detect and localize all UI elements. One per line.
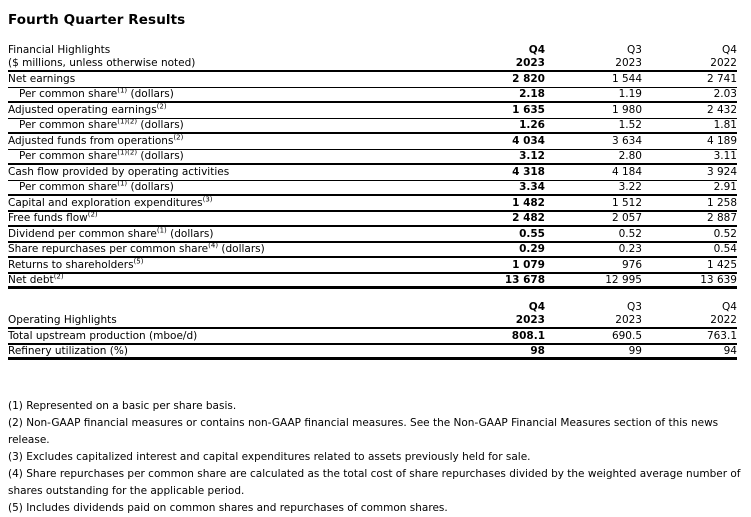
row-label xyxy=(8,330,450,342)
table-row-dividend-per-common-share xyxy=(8,227,737,243)
value-q4-2023: 1.26 xyxy=(519,119,545,132)
table-row-refinery-utilization xyxy=(8,345,737,361)
financial-table-header xyxy=(8,44,737,72)
row-label-text: Adjusted operating earnings xyxy=(8,104,157,117)
value-q4-2022: 1.81 xyxy=(713,119,737,132)
row-label-text: Capital and exploration expenditures xyxy=(8,196,203,209)
value-q4-2023: 3.12 xyxy=(519,150,545,163)
row-label-suffix: (dollars) xyxy=(127,181,174,194)
financial-header-label-line2: ($ millions, unless otherwise noted) xyxy=(8,56,196,69)
column-period: Q3 xyxy=(627,44,642,56)
value-q4-2022: 13 639 xyxy=(700,273,737,286)
value-q3-2023: 976 xyxy=(621,258,642,271)
table-row-adjusted-operating-earnings xyxy=(8,103,737,119)
value-q4-2022: 3.11 xyxy=(713,150,737,163)
value-q3-2023: 690.5 xyxy=(611,329,642,342)
value-q4-2022: 0.54 xyxy=(713,243,737,256)
row-label xyxy=(8,259,450,271)
footnote-ref: (1) xyxy=(117,179,128,188)
footnote-ref: (1)(2) xyxy=(117,148,138,157)
row-label xyxy=(8,243,450,255)
footnote-ref: (4) xyxy=(208,241,219,250)
table-row-share-repurchases-per-common-share xyxy=(8,243,737,259)
row-label xyxy=(8,150,450,162)
column-period: Q3 xyxy=(627,301,642,313)
column-year: 2023 xyxy=(515,313,545,326)
operating-header-label-text: Operating Highlights xyxy=(8,313,117,326)
footnote-ref: (1) xyxy=(156,226,167,235)
row-label-suffix: (dollars) xyxy=(127,88,174,101)
page-title: Fourth Quarter Results xyxy=(8,12,186,28)
value-q4-2023: 4 318 xyxy=(512,166,545,179)
table-row-per-common-share xyxy=(8,119,737,135)
row-label-text: Net debt xyxy=(8,273,54,286)
value-q4-2022: 763.1 xyxy=(706,329,737,342)
column-year: 2023 xyxy=(515,56,545,69)
row-label-text: Per common share xyxy=(19,150,118,163)
value-q4-2022: 4 189 xyxy=(706,135,737,148)
row-label xyxy=(8,119,450,131)
row-label-suffix: (dollars) xyxy=(166,227,214,240)
row-label xyxy=(8,104,450,116)
table-row-per-common-share xyxy=(8,150,737,166)
row-label-text: Cash flow provided by operating activities xyxy=(8,166,230,179)
row-label xyxy=(8,345,450,357)
value-q4-2023: 0.29 xyxy=(519,243,545,256)
row-label xyxy=(8,73,450,85)
value-q4-2023: 2.18 xyxy=(519,88,545,101)
value-q3-2023: 4 184 xyxy=(611,166,642,179)
footnote-4: (4) Share repurchases per common share are calculated as the total cost of share repurchases divided by the weighted average number of shares outstanding for the applicable period. xyxy=(8,468,741,497)
footnote-ref: (1) xyxy=(117,86,128,95)
row-label-text: Dividend per common share xyxy=(8,227,157,240)
column-year: 2023 xyxy=(615,313,642,326)
table-row-capital-exploration-expenditures xyxy=(8,196,737,212)
column-period: Q4 xyxy=(722,301,737,313)
row-label-suffix: (dollars) xyxy=(137,119,184,132)
financial-header-label-line1: Financial Highlights xyxy=(8,44,111,56)
value-q4-2023: 13 678 xyxy=(504,273,545,286)
value-q3-2023: 1 544 xyxy=(611,73,642,86)
footnote-ref: (1)(2) xyxy=(117,117,138,126)
table-row-free-funds-flow xyxy=(8,212,737,228)
footnote-ref: (5) xyxy=(133,257,144,266)
column-header-q4-2023 xyxy=(450,44,545,69)
value-q4-2023: 808.1 xyxy=(511,329,545,342)
row-label-text: Free funds flow xyxy=(8,212,88,225)
value-q4-2023: 1 079 xyxy=(512,258,545,271)
value-q4-2023: 4 034 xyxy=(512,135,545,148)
column-header-q4-2022 xyxy=(642,44,737,69)
value-q4-2023: 1 635 xyxy=(512,104,545,117)
value-q3-2023: 0.23 xyxy=(618,243,642,256)
footnote-ref: (3) xyxy=(202,195,213,204)
row-label-text: Refinery utilization (%) xyxy=(8,344,128,357)
column-period: Q4 xyxy=(528,301,545,313)
footnote-1: (1) Represented on a basic per share basis. xyxy=(8,400,237,412)
row-label-text: Per common share xyxy=(19,181,118,194)
value-q4-2022: 2.03 xyxy=(713,88,737,101)
column-period: Q4 xyxy=(528,44,545,56)
column-header-q4-2023 xyxy=(450,301,545,326)
footnotes xyxy=(8,398,747,517)
value-q4-2023: 2 482 xyxy=(512,212,545,225)
table-row-returns-to-shareholders xyxy=(8,258,737,274)
value-q3-2023: 0.52 xyxy=(618,227,642,240)
value-q3-2023: 1 512 xyxy=(611,196,642,209)
table-row-net-debt xyxy=(8,274,737,290)
row-label xyxy=(8,274,450,286)
value-q4-2023: 98 xyxy=(530,344,545,357)
value-q4-2023: 0.55 xyxy=(519,227,545,240)
footnote-5: (5) Includes dividends paid on common shares and repurchases of common shares. xyxy=(8,502,448,514)
column-year: 2023 xyxy=(615,56,642,69)
value-q4-2022: 1 258 xyxy=(706,196,737,209)
row-label-text: Per common share xyxy=(19,119,118,132)
footnote-2: (2) Non-GAAP financial measures or contains non-GAAP financial measures. See the Non-GAAP Financial Measures section of this news release. xyxy=(8,417,719,446)
operating-table-header xyxy=(8,301,737,329)
row-label xyxy=(8,135,450,147)
row-label-text: Per common share xyxy=(19,88,118,101)
value-q4-2023: 1 482 xyxy=(512,196,545,209)
footnote-ref: (2) xyxy=(156,102,167,111)
row-label xyxy=(8,166,450,178)
column-header-q3-2023 xyxy=(545,44,642,69)
value-q3-2023: 99 xyxy=(628,344,642,357)
row-label-text: Total upstream production (mboe/d) xyxy=(8,329,198,342)
row-label-suffix: (dollars) xyxy=(218,243,265,256)
row-label-text: Adjusted funds from operations xyxy=(8,135,174,148)
column-year: 2022 xyxy=(710,313,737,326)
row-label-text: Returns to shareholders xyxy=(8,258,134,271)
value-q3-2023: 2 057 xyxy=(611,212,642,225)
value-q4-2023: 2 820 xyxy=(512,73,545,86)
column-period: Q4 xyxy=(722,44,737,56)
row-label-text: Net earnings xyxy=(8,73,76,86)
footnote-ref: (2) xyxy=(173,133,184,142)
financial-highlights-table xyxy=(8,44,737,289)
column-year: 2022 xyxy=(710,56,737,69)
value-q3-2023: 1.19 xyxy=(618,88,642,101)
column-header-q4-2022 xyxy=(642,301,737,326)
value-q3-2023: 2.80 xyxy=(618,150,642,163)
table-row-cash-flow-operating-activities xyxy=(8,165,737,181)
footnote-3: (3) Excludes capitalized interest and capital expenditures related to assets previously held for sale. xyxy=(8,451,531,463)
table-row-adjusted-funds-from-operations xyxy=(8,134,737,150)
value-q4-2023: 3.34 xyxy=(519,181,545,194)
row-label-text: Share repurchases per common share xyxy=(8,243,209,256)
value-q3-2023: 1 980 xyxy=(611,104,642,117)
financial-header-label xyxy=(8,44,450,69)
value-q4-2022: 3 924 xyxy=(706,166,737,179)
row-label xyxy=(8,228,450,240)
column-header-q3-2023 xyxy=(545,301,642,326)
footnote-ref: (2) xyxy=(53,272,64,281)
value-q4-2022: 0.52 xyxy=(713,227,737,240)
row-label xyxy=(8,212,450,224)
table-row-per-common-share xyxy=(8,88,737,104)
value-q4-2022: 2.91 xyxy=(713,181,737,194)
table-row-net-earnings xyxy=(8,72,737,88)
value-q3-2023: 3.22 xyxy=(618,181,642,194)
table-row-total-upstream-production xyxy=(8,329,737,345)
row-label-suffix: (dollars) xyxy=(137,150,184,163)
table-row-per-common-share xyxy=(8,181,737,197)
value-q4-2022: 1 425 xyxy=(706,258,737,271)
value-q4-2022: 2 887 xyxy=(706,212,737,225)
value-q4-2022: 2 741 xyxy=(706,73,737,86)
value-q3-2023: 1.52 xyxy=(618,119,642,132)
value-q3-2023: 3 634 xyxy=(611,135,642,148)
row-label xyxy=(8,197,450,209)
operating-header-label xyxy=(8,314,450,327)
row-label xyxy=(8,181,450,193)
operating-highlights-table xyxy=(8,301,737,360)
value-q4-2022: 94 xyxy=(723,344,737,357)
value-q3-2023: 12 995 xyxy=(605,273,642,286)
row-label xyxy=(8,88,450,100)
footnote-ref: (2) xyxy=(87,210,98,219)
value-q4-2022: 2 432 xyxy=(706,104,737,117)
